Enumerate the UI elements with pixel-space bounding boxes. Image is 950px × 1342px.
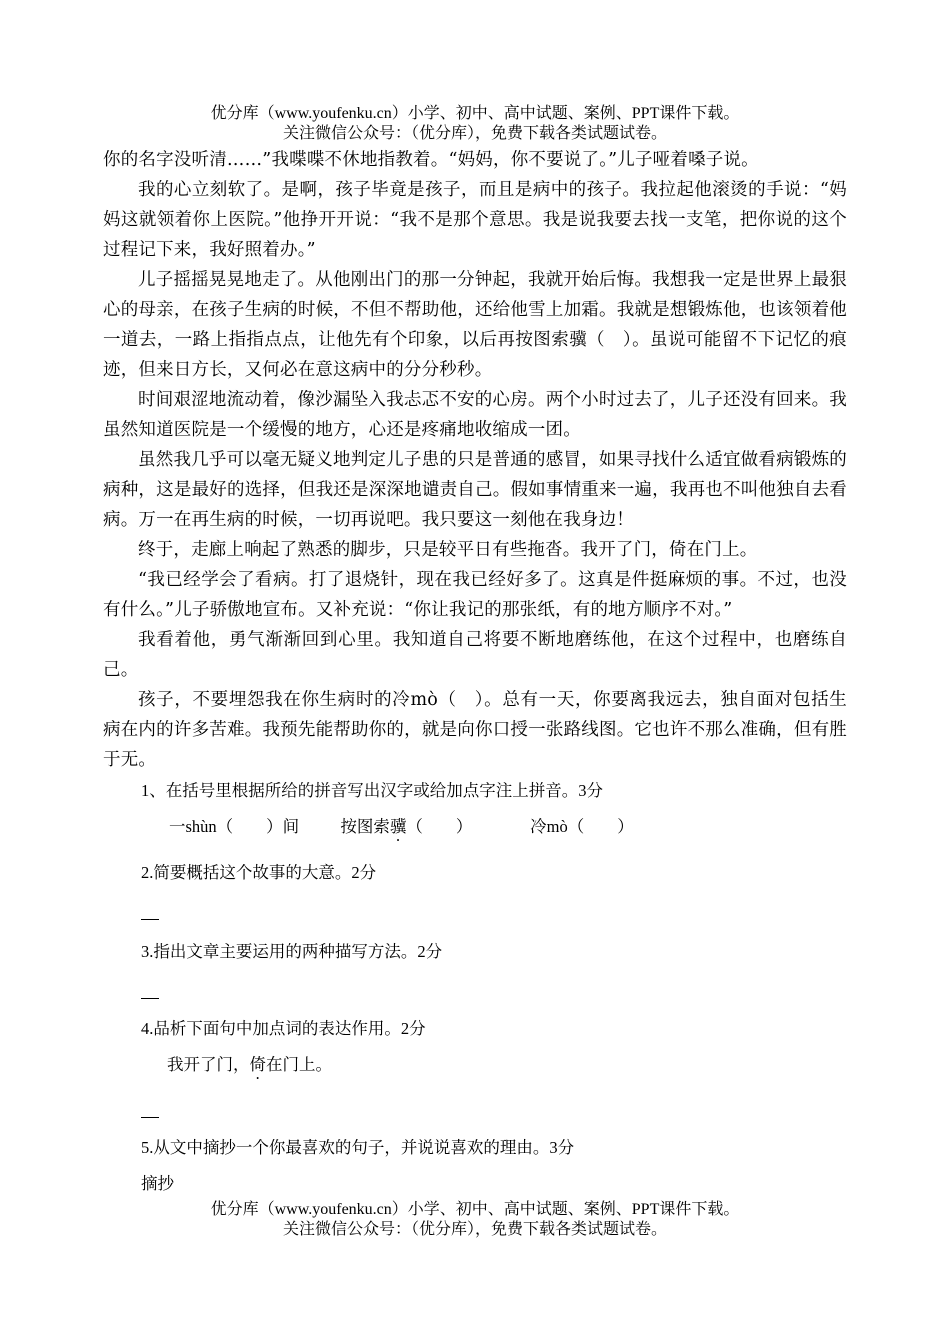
q1-item-2-pre: 按图索	[340, 817, 390, 836]
question-2: 2.简要概括这个故事的大意。2分	[141, 863, 377, 882]
question-1-items	[103, 815, 847, 845]
q1-item-2-post[interactable]: （ ）	[406, 817, 473, 836]
q1-item-2-dotted-char: 骥	[389, 817, 407, 836]
q4-sentence-pre: 我开了门，	[167, 1055, 250, 1074]
question-4-sentence	[103, 1053, 847, 1083]
q4-sentence-post: 在门上。	[266, 1055, 332, 1074]
paragraph-8: 我看着他，勇气渐渐回到心里。我知道自己将要不断地磨练他，在这个过程中，也磨练自己。	[103, 630, 847, 680]
question-5-label: 摘抄	[141, 1174, 174, 1193]
q1-item-1-post: ）间	[266, 817, 300, 836]
question-3: 3.指出文章主要运用的两种描写方法。2分	[141, 942, 443, 961]
question-4: 4.品析下面句中加点词的表达作用。2分	[141, 1019, 426, 1038]
paragraph-4: 时间艰涩地流动着，像沙漏坠入我忐忑不安的心房。两个小时过去了，儿子还没有回来。我虽然知道医院是一个缓慢的地方，心还是疼痛地收缩成一团。	[103, 390, 847, 440]
paragraph-7: “我已经学会了看病。打了退烧针，现在我已经好多了。这真是件挺麻烦的事。不过，也没有什么。”儿子骄傲地宣布。又补充说：“你让我记的那张纸，有的地方顺序不对。”	[103, 570, 847, 620]
paragraph-3: 儿子摇摇晃晃地走了。从他刚出门的那一分钟起，我就开始后悔。我想我一定是世界上最狠心的母亲，在孩子生病的时候，不但不帮助他，还给他雪上加霜。我就是想锻炼他，也该领着他一道去，一路上指指点点，让他先有个印象，以后再按图索骥（ ）。虽说可能留不下记忆的痕迹，但来日方长，又何必在意这病中的分分秒秒。	[103, 270, 847, 380]
paragraph-9: 孩子，不要埋怨我在你生病时的冷mò（ ）。总有一天，你要离我远去，独自面对包括生病在内的许多苦难。我预先能帮助你的，就是向你口授一张路线图。它也许不那么准确，但有胜于无。	[103, 690, 847, 770]
q1-item-3[interactable]: 冷mò（ ）	[530, 817, 634, 836]
paragraph-6: 终于，走廊上响起了熟悉的脚步，只是较平日有些拖沓。我开了门，倚在门上。	[138, 540, 758, 560]
q4-dotted-char: 倚	[249, 1055, 266, 1074]
article-body	[103, 145, 847, 1196]
page-footer	[0, 1200, 950, 1240]
footer-line-2: 关注微信公众号：（优分库），免费下载各类试题试卷。	[282, 1221, 667, 1238]
header-line-1: 优分库（www.youfenku.cn）小学、初中、高中试题、案例、PPT课件下载。	[210, 105, 740, 122]
q1-item-1-blank[interactable]	[233, 817, 266, 836]
page-header	[0, 104, 950, 144]
paragraph-5: 虽然我几乎可以毫无疑义地判定儿子患的只是普通的感冒，如果寻找什么适宜做看病锻炼的病种，这是最好的选择，但我还是深深地谴责自己。假如事情重来一遍，我再也不叫他独自去看病。万一在再生病的时候，一切再说吧。我只要这一刻他在我身边！	[103, 450, 847, 530]
footer-line-1: 优分库（www.youfenku.cn）小学、初中、高中试题、案例、PPT课件下载。	[210, 1201, 740, 1218]
paragraph-1: 你的名字没听清……”我喋喋不休地指教着。“妈妈，你不要说了。”儿子哑着嗓子说。	[103, 150, 759, 170]
paragraph-2: 我的心立刻软了。是啊，孩子毕竟是孩子，而且是病中的孩子。我拉起他滚烫的手说：“妈妈这就领着你上医院。”他挣开开说：“我不是那个意思。我是说我要去找一支笔，把你说的这个过程记下来，我好照着办。”	[103, 180, 847, 260]
q1-item-1-pre: 一shùn（	[169, 817, 234, 836]
header-line-2: 关注微信公众号：（优分库），免费下载各类试题试卷。	[282, 125, 667, 142]
question-1: 1、在括号里根据所给的拼音写出汉字或给加点字注上拼音。3分	[141, 781, 603, 800]
question-5: 5.从文中摘抄一个你最喜欢的句子，并说说喜欢的理由。3分	[141, 1138, 575, 1157]
